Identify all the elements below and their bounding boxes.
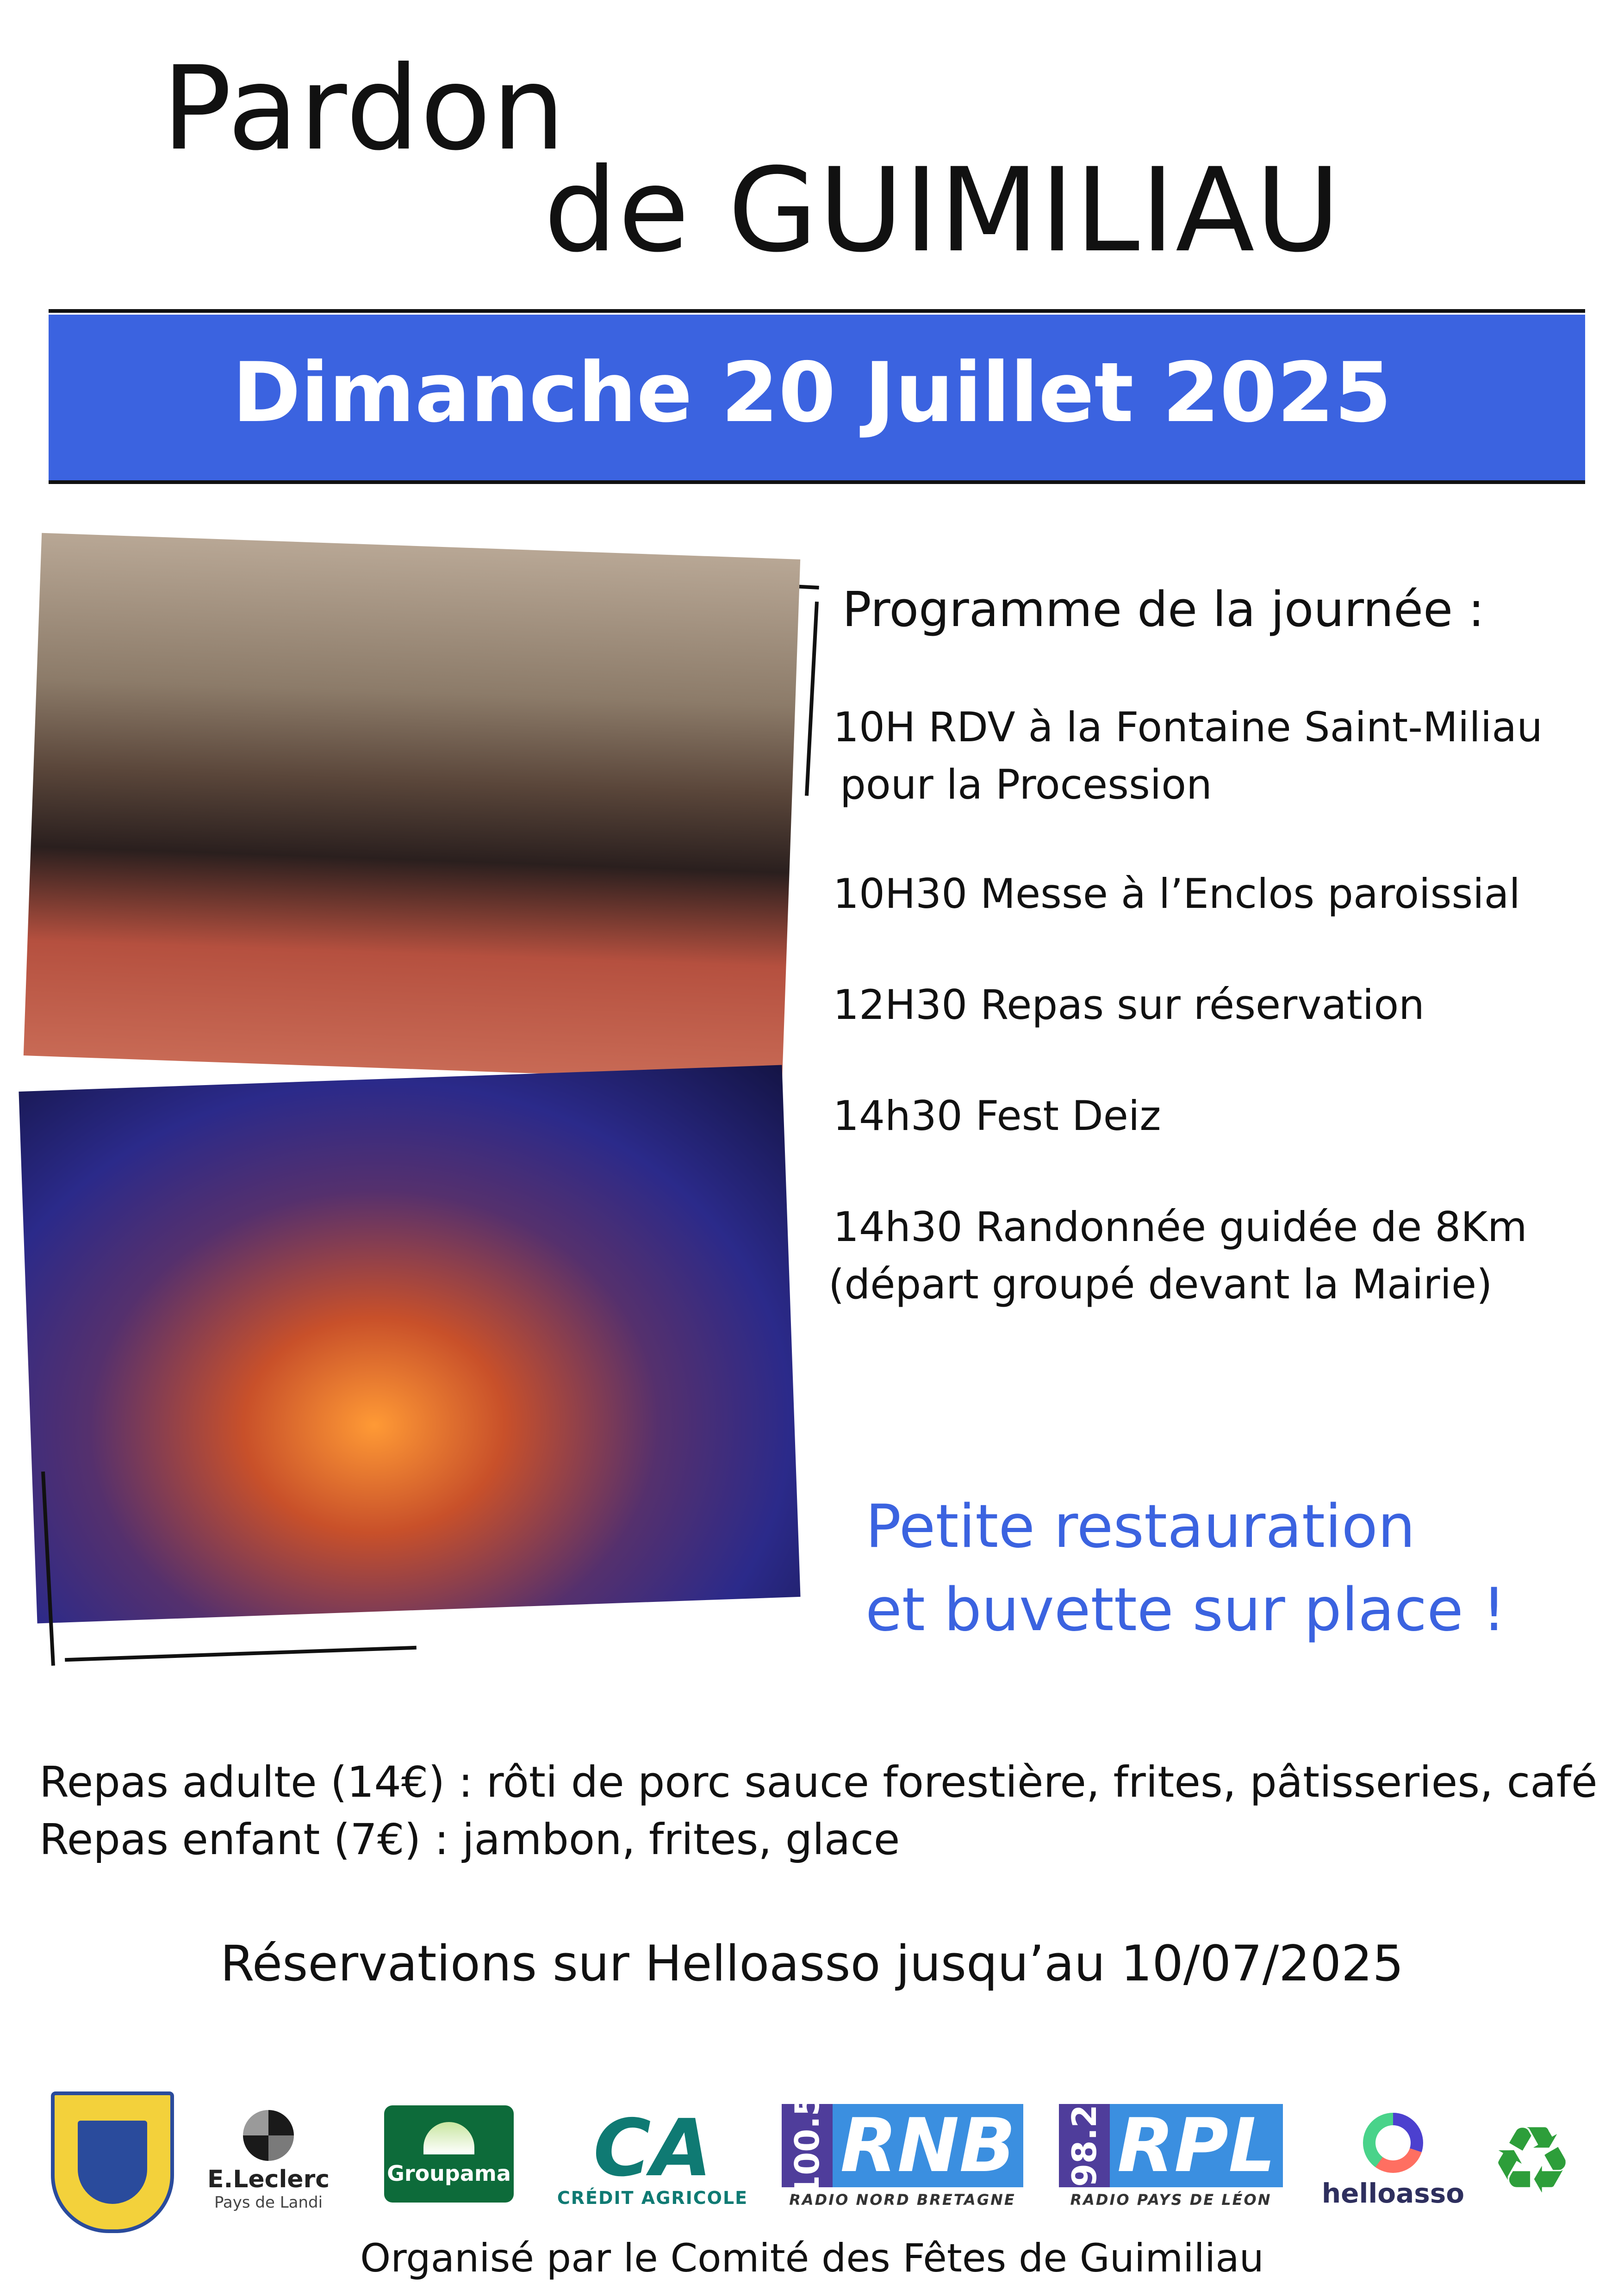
rnb-subtitle: RADIO NORD BRETAGNE [789, 2191, 1016, 2209]
coat-of-arms-icon [51, 2091, 174, 2233]
helloasso-logo [1310, 2103, 1476, 2219]
program-item: 10H RDV à la Fontaine Saint-Miliau [833, 703, 1543, 751]
photo-fest-deiz-circle [19, 1065, 800, 1624]
program-item: 12H30 Repas sur réservation [833, 981, 1425, 1029]
title-pardon: Pardon [162, 41, 566, 176]
photo-frame-line [805, 602, 819, 796]
rnb-frequency: 100.5 [782, 2104, 833, 2187]
photo-breton-dancers [24, 533, 800, 1082]
recycle-icon: ♻ [1490, 2107, 1574, 2215]
restauration-notice: Petite restauration [865, 1492, 1415, 1561]
rpl-subtitle: RADIO PAYS DE LÉON [1070, 2191, 1272, 2209]
organizer: Organisé par le Comité des Fêtes de Guimiliau [360, 2235, 1264, 2281]
groupama-logo [384, 2105, 514, 2203]
helloasso-name: helloasso [1321, 2178, 1465, 2209]
program-title: Programme de la journée : [842, 581, 1485, 638]
program-item: 14h30 Fest Deiz [833, 1092, 1161, 1140]
rpl-logo [1055, 2103, 1287, 2209]
helloasso-ring-icon [1363, 2113, 1423, 2173]
reservation-info: Réservations sur Helloasso jusqu’au 10/07/2025 [220, 1935, 1404, 1992]
leclerc-mark-icon [243, 2110, 294, 2161]
program-item-continued: (départ groupé devant la Mairie) [828, 1260, 1493, 1308]
program-item: 14h30 Randonnée guidée de 8Km [833, 1203, 1527, 1251]
rnb-name: RNB [833, 2104, 1023, 2187]
program-item: 10H30 Messe à l’Enclos paroissial [833, 870, 1520, 918]
credit-agricole-mark: CA [593, 2103, 712, 2194]
event-date: Dimanche 20 Juillet 2025 [232, 345, 1392, 441]
rpl-name: RPL [1110, 2104, 1283, 2187]
title-guimiliau: de GUIMILIAU [544, 143, 1341, 278]
leclerc-sub: Pays de Landi [214, 2193, 323, 2212]
rnb-logo [787, 2093, 1018, 2209]
rpl-frequency: 98.2 [1059, 2104, 1110, 2187]
groupama-sun-icon [423, 2122, 474, 2154]
meal-adult: Repas adulte (14€) : rôti de porc sauce forestière, frites, pâtisseries, café [39, 1757, 1598, 1807]
leclerc-logo [190, 2101, 347, 2221]
restauration-notice: et buvette sur place ! [865, 1576, 1506, 1644]
program-item-continued: pour la Procession [840, 761, 1212, 808]
divider-bottom [49, 480, 1585, 484]
leclerc-name: E.Leclerc [207, 2166, 330, 2193]
photo-frame-line [65, 1646, 417, 1662]
credit-agricole-logo [551, 2101, 754, 2216]
groupama-name: Groupama [387, 2161, 511, 2186]
credit-agricole-name: CRÉDIT AGRICOLE [557, 2188, 748, 2208]
divider-top [49, 309, 1585, 313]
meal-child: Repas enfant (7€) : jambon, frites, glace [39, 1815, 900, 1864]
